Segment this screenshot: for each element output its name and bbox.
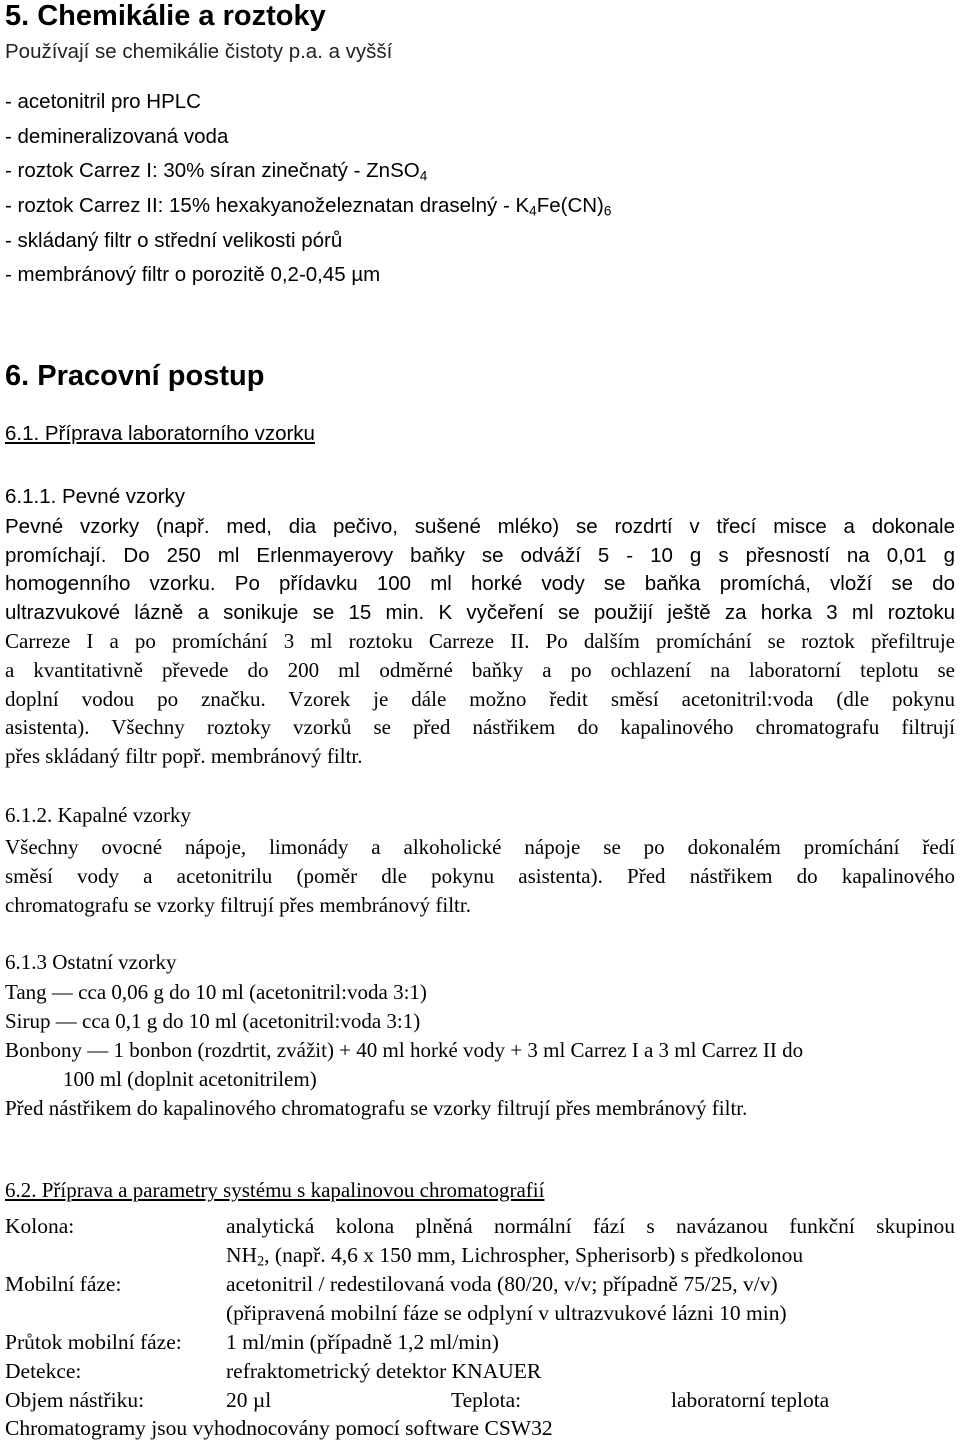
paragraph-line-text: promíchají. Do 250 ml Erlenmayerovy baňky se odváží 5 - 10 g s přesností na 0,01 g [5, 543, 955, 567]
paragraph-line: Pevné vzorky (např. med, dia pečivo, sušené mléko) se rozdrtí v třecí misce a dokonale [5, 515, 955, 538]
param-label-mobilni: Mobilní fáze: [5, 1272, 122, 1296]
paragraph-line: doplní vodou po značku. Vzorek je dále možno ředit směsí acetonitril:voda (dle pokynu [5, 686, 955, 711]
paragraph-line: chromatografu se vzorky filtrují přes membránový filtr. [5, 893, 471, 917]
footer-note: Chromatogramy jsou vyhodnocovány pomocí software CSW32 [5, 1416, 553, 1440]
section-6-heading: 6. Pracovní postup [5, 360, 265, 392]
param-label-prutok: Průtok mobilní fáze: [5, 1330, 182, 1354]
list-item: - demineralizovaná voda [5, 125, 229, 148]
subsection-6-1-1-heading: 6.1.1. Pevné vzorky [5, 485, 186, 508]
nh-text: NH [226, 1243, 258, 1267]
section-5-intro: Používají se chemikálie čistoty p.a. a vyšší [5, 40, 393, 63]
list-item: - skládaný filtr o střední velikosti pórů [5, 229, 343, 252]
paragraph-line: Carreze I a po promíchání 3 ml roztoku Carreze II. Po dalším promíchání se roztok přefiltruje [5, 629, 955, 654]
paragraph-line: přes skládaný filtr popř. membránový filtr. [5, 743, 363, 768]
kolona-line2-rest: , (např. 4,6 x 150 mm, Lichrospher, Spherisorb) s předkolonou [264, 1243, 804, 1267]
param-value-objem: 20 µl [226, 1388, 272, 1412]
section-5-heading: 5. Chemikálie a roztoky [5, 0, 326, 32]
other-sample-line: Sirup — cca 0,1 g do 10 ml (acetonitril:voda 3:1) [5, 1009, 421, 1033]
paragraph-line [5, 542, 955, 571]
subscript: 4 [529, 203, 537, 219]
list-item-text: - roztok Carrez II: 15% hexakyanoželeznatan draselný - K [5, 194, 530, 217]
subscript: 2 [257, 1253, 265, 1270]
param-value-kolona-line1: analytická kolona plněná normální fází s navázanou funkční skupinou [226, 1214, 955, 1238]
paragraph-liquid-samples [5, 833, 955, 920]
subsection-6-2-heading: 6.2. Příprava a parametry systému s kapalinovou chromatografií [5, 1178, 545, 1202]
param-value-detekce: refraktometrický detektor KNAUER [226, 1359, 542, 1383]
other-sample-line: Bonbony — 1 bonbon (rozdrtit, zvážit) + 40 ml horké vody + 3 ml Carrez I a 3 ml Carrez II do [5, 1038, 804, 1062]
subsection-6-1-3-heading: 6.1.3 Ostatní vzorky [5, 950, 177, 974]
paragraph-solid-samples [5, 513, 955, 770]
paragraph-line: asistenta). Všechny roztoky vzorků se před nástřikem do kapalinového chromatografu filtrují [5, 715, 955, 740]
subsection-6-1-2-heading: 6.1.2. Kapalné vzorky [5, 803, 192, 827]
other-sample-line: Před nástřikem do kapalinového chromatografu se vzorky filtrují přes membránový filtr. [5, 1096, 748, 1120]
param-value-teplota: laboratorní teplota [671, 1388, 830, 1412]
param-label-teplota: Teplota: [451, 1388, 522, 1412]
paragraph-line: ultrazvukové lázně a sonikuje se 15 min. K vyčeření se použijí ještě za horka 3 ml roztoku [5, 600, 955, 624]
formula-text: Fe(CN) [536, 194, 604, 217]
list-item-text: - roztok Carrez I: 30% síran zinečnatý - ZnSO [5, 159, 420, 182]
list-item: - membránový filtr o porozitě 0,2-0,45 µm [5, 263, 381, 286]
param-value-mobilni-line1: acetonitril / redestilovaná voda (80/20, v/v; případně 75/25, v/v) [226, 1272, 778, 1296]
subsection-6-1-heading: 6.1. Příprava laboratorního vzorku [5, 422, 315, 445]
param-label-objem: Objem nástřiku: [5, 1388, 145, 1412]
subscript: 4 [419, 168, 428, 184]
list-item: - acetonitril pro HPLC [5, 90, 201, 113]
paragraph-line: směsí vody a acetonitrilu (poměr dle pokynu asistenta). Před nástřikem do kapalinového [5, 864, 955, 888]
list-item [5, 159, 427, 183]
param-label-kolona: Kolona: [5, 1214, 75, 1238]
paragraph-line: a kvantitativně převede do 200 ml odměrné baňky a po ochlazení na laboratorní teplotu se [5, 657, 955, 682]
param-value-mobilni-line2: (připravená mobilní fáze se odplyní v ultrazvukové lázni 10 min) [226, 1301, 787, 1325]
paragraph-line: homogenního vzorku. Po přídavku 100 ml horké vody se baňka promíchá, vloží se do [5, 572, 955, 596]
param-label-detekce: Detekce: [5, 1359, 82, 1383]
paragraph-line: Všechny ovocné nápoje, limonády a alkoholické nápoje se po dokonalém promíchání ředí [5, 835, 955, 859]
other-sample-line: 100 ml (doplnit acetonitrilem) [63, 1067, 317, 1091]
param-value-prutok: 1 ml/min (případně 1,2 ml/min) [226, 1330, 499, 1354]
subscript: 6 [603, 203, 612, 219]
param-value-kolona-line2 [226, 1243, 803, 1271]
list-item [5, 194, 611, 218]
other-sample-line: Tang — cca 0,06 g do 10 ml (acetonitril:voda 3:1) [5, 980, 427, 1004]
